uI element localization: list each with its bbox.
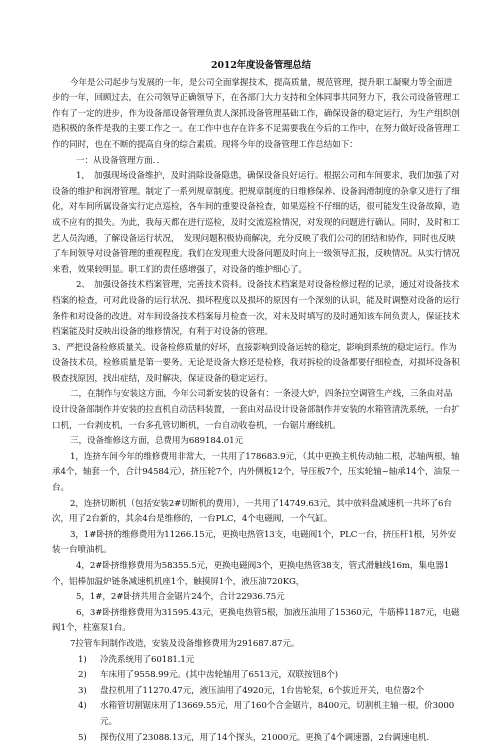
list-item-text: 盘拉机用了11270.47元，液压油用了4920元，1台齿轮泵，6个拔近开关，电位器2个 (100, 685, 425, 696)
list-item (78, 699, 460, 730)
list-item-text: 探伤仪用了23088.13元，用了14个探头，21000元。更换了4个调速器，2台调速电机. (100, 732, 429, 743)
list-item (78, 653, 460, 669)
list-item-text: 水箱管切割锯床用了13669.55元，用了160个合金锯片，8400元，切割机主轴一根，价3000元。 (100, 701, 455, 727)
document-title: 2012年度设备管理总结 (211, 60, 311, 71)
repair-item: 4，2#卧挤维修费用为58355.5元，更换电磁阀3个，更换电热管38支，管式滑触线16m，集电器1个，铝棒加温炉链条减速机机座1个，触摸屏1个，液压油720KG， (52, 561, 450, 587)
list-item-number: 3) (78, 685, 87, 696)
item3-paragraph: 3、严把设备检修质量关。设备检修质量的好坏，直接影响到设备运转的稳定，影响到系统的稳定运行。作为设备技术员，检修质量是第一要务。无论是设备大修还是检修，我对拆检的设备都要仔细检查，对损坏设备积极查找原因，找出症结，及时解决，保证设备的稳定运行。 (52, 342, 460, 384)
section7-heading: 7拉管车间制作改造，安装及设备维修费用为291687.87元。 (70, 638, 300, 649)
list-item-number: 2) (78, 670, 87, 681)
item2-paragraph: 2、 加强设备技术档案管理，完善技术资料。设备技术档案是对设备检修过程的记录，通过对设备技术档案的检查，可对此设备的运行状况、损坏程度以及损坏的原因有一个深刻的认识，能及时调整对设备的运行条件和对设备的改进。对车间设备技术档案每月检查一次，对未及时填写的及时通知该车间负责人，保证技术档案能及时反映出设备的维修情况，有利于对设备的管理。 (52, 280, 460, 338)
repair-item: 3，1#卧挤的维修费用为11266.15元，更换电热管13支，电磁阀1个，PLC一台，挤压杆1根，另外安装一台喷油机。 (52, 529, 457, 556)
repair-item: 6，3#卧挤维修费用为31595.43元，更换电热管5根，加液压油用了15360元，牛筋棒1187元，电磁阀1个，柱塞泵1台。 (52, 607, 460, 634)
list-item (78, 684, 460, 700)
repair-item: 5，1#，2#卧挤共用合金锯片24个，合计22936.75元 (76, 592, 285, 603)
list-item-number: 5) (78, 732, 87, 743)
list-item (78, 668, 460, 684)
repair-item: 1，连挤车间今年的维修费用非常大，一共用了178683.9元，（其中更换主机传动轴二根，芯轴两根，轴承4个，轴套一个，合计94584元），挤压轮7个，内外侧板12个，导压板7个，压实轮轴~轴承14个，油泵一台。 (52, 451, 460, 494)
list-item-text: 车床用了9558.99元。(其中齿轮轴用了6513元，双联按钮8个) (100, 670, 339, 681)
item1-paragraph: 1， 加强现场设备维护，及时消除设备隐患，确保设备良好运行。根据公司和车间要求，我们加强了对设备的维护和润滑管理。制定了一系列规章制度。把规章制度的日维修保养、设备润滑制度的杂拿又进行了细化，对车间所属设备实行定点巡检，各车间的重要设备检查，如果巡检不仔细的话，很可能发生设备故障，造成不应有的损失。为此，我每天都在进行巡检，及时交流巡检情况，对发现的问题进行确认。同时，及时和工艺人员沟通，了解设备运行状况， 发现问题积极协商解决，充分反映了我们公司的团结和协作，同时也反映了车间领导对设备管理的重视程度。我们在发现重大设备问题及时向上一级领导汇报，反映情况。从实行情况来看，效果较明显。职工们的责任感增强了，对设备的维护细心了。 (52, 171, 460, 275)
list-item-number: 1) (78, 654, 87, 665)
list-item (78, 731, 460, 746)
section3-heading: 三，设备维修这方面，总费用为689184.01元 (70, 436, 243, 447)
sub-item-list (52, 653, 460, 746)
list-item-text: 冷洗系统用了60181.1元 (100, 654, 195, 665)
intro-paragraph: 今年是公司起步与发展的一年，是公司全面掌握技术，提高质量，规范管理，提升职工凝聚力等全面进步的一年，回顾过去，在公司领导正确领导下，在各部门大力支持和全体同事共同努力下，我公司设备管理工作有了一定的进步，作为设备部设备管理负责人深抓设备管理基础工作，确保设备的稳定运行，为生产组织创造积极的条件是我的主要工作之一。在工作中也存在许多不足需要我在今后的工作中，在努力做好设备管理工作的同时，也在不断的提高自身的综合素质。现将今年的设备管理工作总结如下： (52, 77, 460, 150)
list-item-number: 4) (78, 701, 87, 712)
section2-paragraph: 二，在制作与安装这方面，今年公司新安装的设备有：一条浸大炉，四条拉空调管生产线，三条由对品设计设备部制作并安装的拉直机自动活料装置，一套由对品设计设备部制作并安装的水箱管清洗系统，一台扩口机，一台剥皮机，一台多孔管切断机，一台自动收卷机，一台锯片磨线机。 (52, 389, 460, 431)
repair-item: 2，连挤切断机（包括安装2#切断机的费用），一共用了14749.63元，其中放料盘减速机一共坏了6台次，用了2台新的，其余4台是维修的，一台PLC，4个电磁阀，一个气缸。 (52, 498, 452, 525)
section1-heading: 一：从设备管理方面．． (76, 155, 166, 166)
